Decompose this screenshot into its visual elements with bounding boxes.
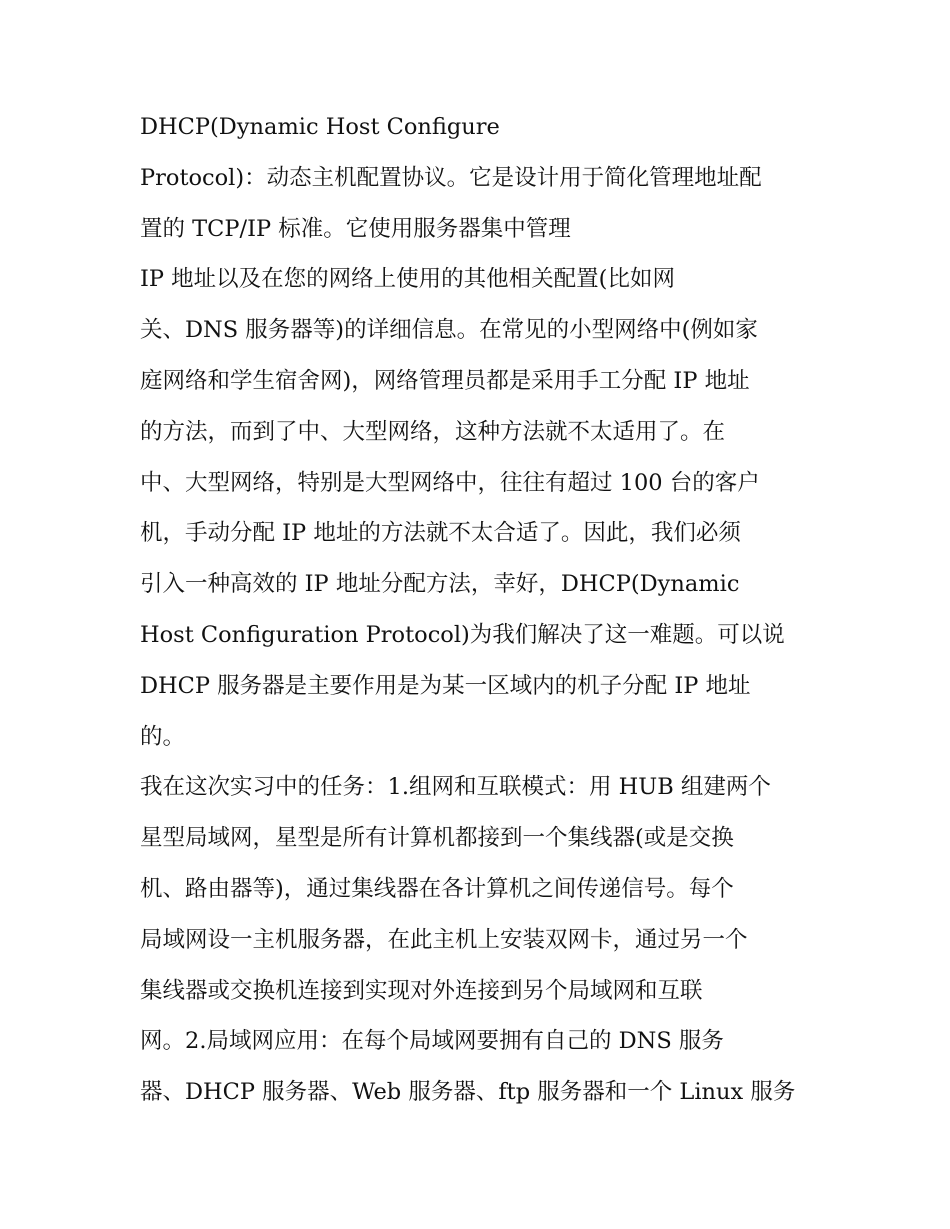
text-line: 的方法，而到了中、大型网络，这种方法就不太适用了。在 [140,418,726,445]
text-line: 集线器或交换机连接到实现对外连接到另个局域网和互联 [140,977,703,1004]
text-line: 我在这次实习中的任务：1.组网和互联模式：用 HUB 组建两个 [140,774,771,801]
text-line: 关、DNS 服务器等)的详细信息。在常见的小型网络中(例如家 [140,317,758,344]
text-line: 庭网络和学生宿舍网)，网络管理员都是采用手工分配 IP 地址 [140,367,750,394]
text-line: 的。 [140,723,186,750]
text-line: 星型局域网，星型是所有计算机都接到一个集线器(或是交换 [140,825,734,852]
text-line: DHCP(Dynamic Host Configure [140,114,500,140]
text-line: 置的 TCP/IP 标准。它使用服务器集中管理 [140,215,571,242]
text-line: Host Configuration Protocol)为我们解决了这一难题。可以说 [140,621,785,648]
text-line: 机、路由器等)，通过集线器在各计算机之间传递信号。每个 [140,875,734,902]
text-line: IP 地址以及在您的网络上使用的其他相关配置(比如网 [140,266,675,293]
text-line: 局域网设一主机服务器，在此主机上安装双网卡，通过另一个 [140,926,748,953]
text-line: DHCP 服务器是主要作用是为某一区域内的机子分配 IP 地址 [140,672,751,699]
text-line: 引入一种高效的 IP 地址分配方法，幸好，DHCP(Dynamic [140,571,740,598]
text-line: 机，手动分配 IP 地址的方法就不太合适了。因此，我们必须 [140,520,741,547]
document-body [140,102,820,1118]
text-line: Protocol)：动态主机配置协议。它是设计用于简化管理地址配 [140,164,762,191]
text-line: 网。2.局域网应用：在每个局域网要拥有自己的 DNS 服务 [140,1028,724,1055]
text-line: 器、DHCP 服务器、Web 服务器、ftp 服务器和一个 Linux 服务 [140,1079,796,1106]
text-line: 中、大型网络，特别是大型网络中，往往有超过 100 台的客户 [140,469,760,496]
